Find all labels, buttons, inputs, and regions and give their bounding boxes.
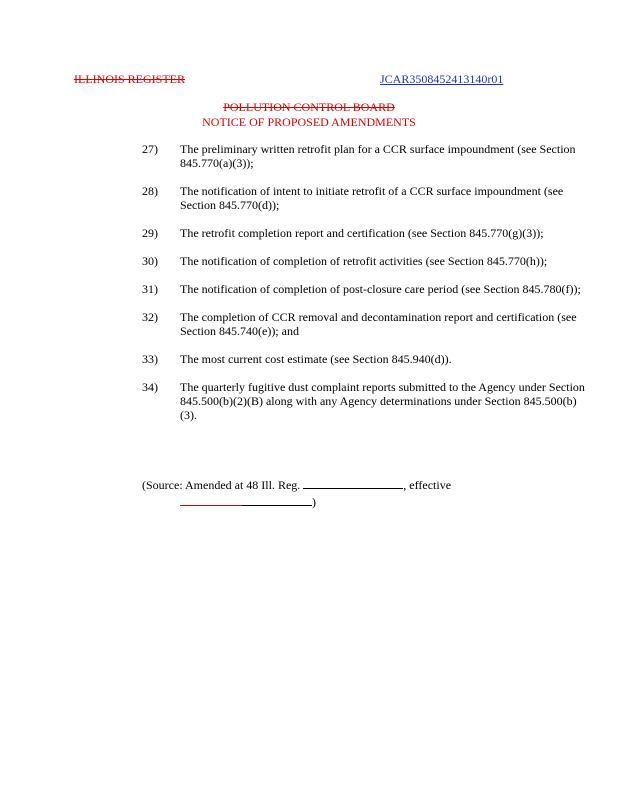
register-blank	[303, 477, 403, 489]
list-item	[142, 226, 592, 240]
list-item	[142, 310, 592, 338]
effective-date-blank	[242, 494, 312, 506]
source-line-1	[142, 477, 562, 492]
notice-title: NOTICE OF PROPOSED AMENDMENTS	[202, 115, 416, 129]
list-item	[142, 380, 592, 422]
list-item	[142, 142, 592, 170]
source-prefix: (Source: Amended at 48 Ill. Reg.	[142, 478, 301, 492]
effective-date-blank-red	[180, 494, 242, 506]
list-item	[142, 282, 592, 296]
item-number: 32)	[142, 310, 158, 324]
source-note	[142, 477, 562, 509]
list-item	[142, 352, 592, 366]
item-number: 33)	[142, 352, 158, 366]
item-number: 28)	[142, 184, 158, 198]
item-text: The quarterly fugitive dust complaint reports submitted to the Agency under Section 845.500(b)(2)(B) along with any Agency determinations under Section 845.500(b)(3).	[180, 380, 585, 422]
item-number: 30)	[142, 254, 158, 268]
header-register: ILLINOIS REGISTER	[74, 72, 185, 86]
source-effective: , effective	[403, 478, 452, 492]
item-text: The notification of completion of post-closure care period (see Section 845.780(f));	[180, 282, 581, 296]
list-item	[142, 254, 592, 268]
item-text: The notification of intent to initiate retrofit of a CCR surface impoundment (see Section 845.770(d));	[180, 184, 564, 212]
item-text: The preliminary written retrofit plan for a CCR surface impoundment (see Section 845.770(a)(3));	[180, 142, 576, 170]
item-text: The most current cost estimate (see Section 845.940(d)).	[180, 352, 452, 366]
item-number: 34)	[142, 380, 158, 394]
item-text: The notification of completion of retrofit activities (see Section 845.770(h));	[180, 254, 548, 268]
list-item	[142, 184, 592, 212]
source-close: )	[312, 495, 316, 509]
board-title	[0, 100, 618, 115]
amendment-list	[142, 142, 592, 436]
item-number: 31)	[142, 282, 158, 296]
header-jcar-prefix: JCAR350845	[380, 72, 446, 86]
item-number: 27)	[142, 142, 158, 156]
board-title-text: POLLUTION CONTROL BOARD	[223, 100, 395, 114]
source-line-2	[180, 494, 562, 509]
item-text: The retrofit completion report and certification (see Section 845.770(g)(3));	[180, 226, 544, 240]
item-text: The completion of CCR removal and decontamination report and certification (see Section 845.740(e)); and	[180, 310, 577, 338]
header-jcar-code	[380, 72, 503, 87]
item-number: 29)	[142, 226, 158, 240]
header-jcar-mid: 2413140	[445, 72, 488, 86]
header-jcar-suffix: r01	[487, 72, 504, 86]
